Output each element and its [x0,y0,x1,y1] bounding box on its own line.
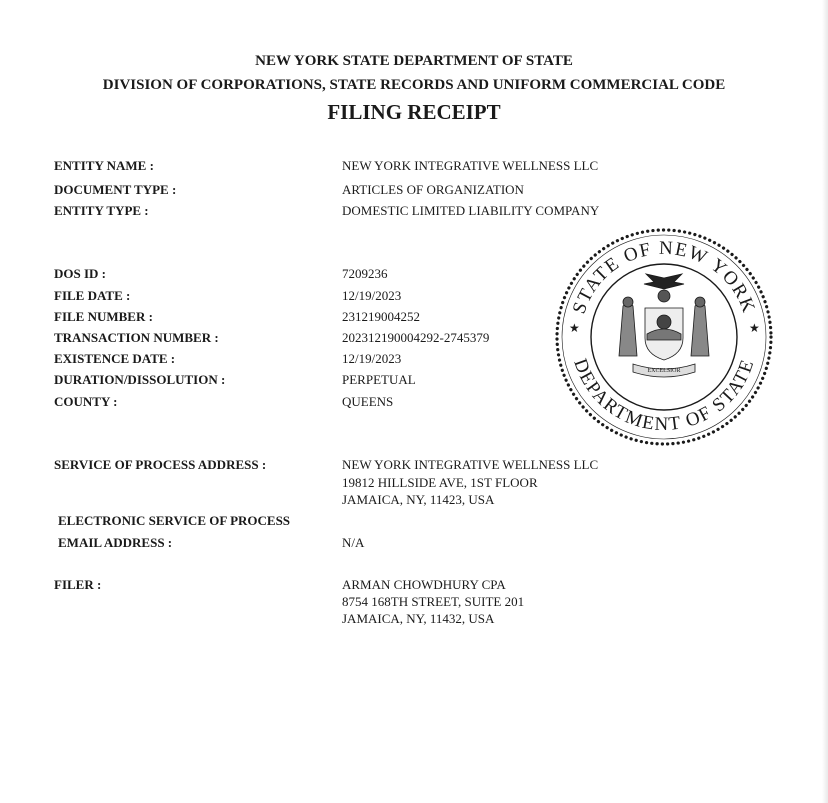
existence-date-label: EXISTENCE DATE : [54,351,176,366]
filer-line: JAMAICA, NY, 11432, USA [342,611,495,626]
entity-type-label: ENTITY TYPE : [54,203,149,218]
entity-type-value: DOMESTIC LIMITED LIABILITY COMPANY [342,203,600,218]
file-number-value: 231219004252 [342,309,420,324]
duration-value: PERPETUAL [342,372,416,387]
service-address-label: SERVICE OF PROCESS ADDRESS : [54,457,267,472]
entity-name-label: ENTITY NAME : [54,158,154,173]
dos-id-label: DOS ID : [54,266,107,281]
filer-label: FILER : [54,577,102,592]
filer-line: 8754 168TH STREET, SUITE 201 [342,594,525,609]
dos-id-value: 7209236 [342,266,388,281]
document-type-value: ARTICLES OF ORGANIZATION [342,182,524,197]
transaction-number-label: TRANSACTION NUMBER : [54,330,219,345]
electronic-service-label: ELECTRONIC SERVICE OF PROCESS [58,513,291,528]
document-type-label: DOCUMENT TYPE : [54,182,177,197]
svg-text:STATE OF NEW YORK [569,238,760,317]
seal-motto: EXCELSIOR [647,368,681,374]
filer-line: ARMAN CHOWDHURY CPA [342,577,506,592]
existence-date-value: 12/19/2023 [342,351,402,366]
service-address-line: 19812 HILLSIDE AVE, 1ST FLOOR [342,475,538,490]
department-heading: NEW YORK STATE DEPARTMENT OF STATE [255,53,573,69]
seal-bottom-text: DEPARTMENT OF STATE [569,356,759,436]
county-label: COUNTY : [54,394,118,409]
entity-name-value: NEW YORK INTEGRATIVE WELLNESS LLC [342,158,599,173]
file-date-value: 12/19/2023 [342,288,402,303]
state-seal-icon [553,226,775,448]
file-date-label: FILE DATE : [54,288,131,303]
email-address-value: N/A [342,535,365,550]
service-address-line: JAMAICA, NY, 11423, USA [342,492,495,507]
division-heading: DIVISION OF CORPORATIONS, STATE RECORDS AND UNIFORM COMMERCIAL CODE [102,77,726,93]
seal-top-text: STATE OF NEW YORK [568,237,760,317]
duration-label: DURATION/DISSOLUTION : [54,372,226,387]
document-title: FILING RECEIPT [327,100,501,124]
service-address-line: NEW YORK INTEGRATIVE WELLNESS LLC [342,457,599,472]
transaction-number-value: 202312190004292-2745379 [342,330,490,345]
county-value: QUEENS [342,394,394,409]
email-address-label: EMAIL ADDRESS : [58,535,173,550]
svg-text:★: ★ [749,321,760,335]
file-number-label: FILE NUMBER : [54,309,153,324]
svg-text:★: ★ [569,321,580,335]
